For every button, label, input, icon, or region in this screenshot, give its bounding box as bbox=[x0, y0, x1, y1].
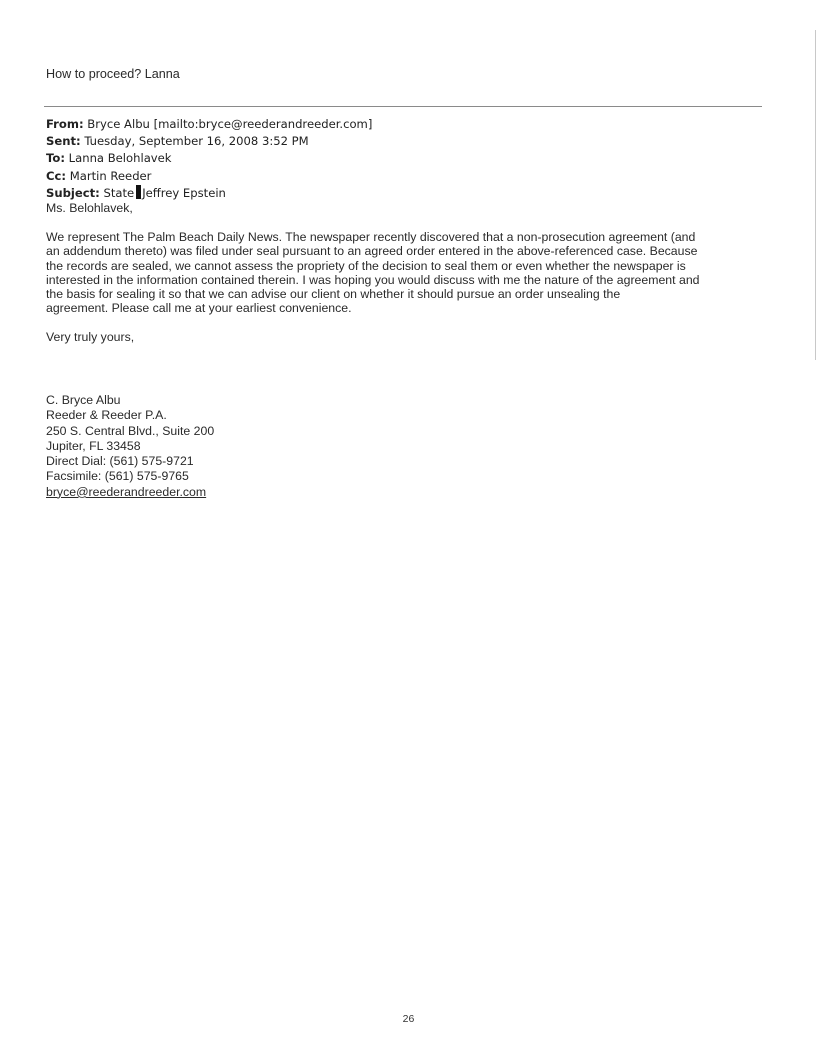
signature-email-link[interactable]: bryce@reederandreeder.com bbox=[46, 484, 207, 499]
closing: Very truly yours, bbox=[46, 330, 135, 345]
intro-line: How to proceed? Lanna bbox=[46, 67, 180, 81]
from-line bbox=[46, 116, 372, 133]
subject-suffix: Jeffrey Epstein bbox=[142, 185, 226, 200]
email-body bbox=[46, 201, 766, 360]
to-line bbox=[46, 150, 372, 167]
page-number: 26 bbox=[402, 1013, 415, 1025]
sent-value: Tuesday, September 16, 2008 3:52 PM bbox=[84, 134, 309, 149]
from-label: From: bbox=[46, 117, 84, 131]
email-header bbox=[46, 116, 372, 202]
signature-address-line2: Jupiter, FL 33458 bbox=[46, 438, 141, 453]
salutation: Ms. Belohlavek, bbox=[46, 201, 133, 215]
cc-line bbox=[46, 168, 372, 185]
cc-label: Cc: bbox=[46, 168, 67, 183]
from-value: Bryce Albu [mailto:bryce@reederandreeder.com] bbox=[87, 117, 373, 131]
sent-line bbox=[46, 133, 372, 150]
subject-label: Subject: bbox=[46, 185, 100, 200]
sent-label: Sent: bbox=[46, 134, 81, 149]
header-divider bbox=[44, 106, 762, 107]
cc-value: Martin Reeder bbox=[69, 168, 152, 183]
to-value: Lanna Belohlavek bbox=[68, 151, 172, 166]
signature-direct-dial: Direct Dial: (561) 575-9721 bbox=[46, 454, 194, 469]
signature-block bbox=[46, 393, 214, 500]
body-paragraph: We represent The Palm Beach Daily News. The newspaper recently discovered that a non-prosecution agreement (and an addendum thereto) was filed under seal pursuant to an agreed order entered in the above-referenced case. Because the records are sealed, we cannot assess the propriety of the decision to seal them or even whether the newspaper is interested in the information contained therein. I was hoping you would discuss with me the nature of the agreement and the basis for sealing it so that we can advise our client on whether it should pursue an order unsealing the agreement. Please call me at your earliest convenience. bbox=[46, 230, 700, 316]
signature-facsimile: Facsimile: (561) 575-9765 bbox=[46, 469, 189, 484]
to-label: To: bbox=[46, 151, 65, 166]
signature-name: C. Bryce Albu bbox=[46, 393, 121, 407]
signature-firm: Reeder & Reeder P.A. bbox=[46, 408, 167, 423]
scan-edge-line bbox=[815, 30, 816, 360]
subject-line bbox=[46, 185, 372, 202]
redaction-block bbox=[136, 185, 141, 199]
signature-address-line1: 250 S. Central Blvd., Suite 200 bbox=[46, 423, 215, 438]
subject-prefix: State bbox=[103, 185, 135, 200]
